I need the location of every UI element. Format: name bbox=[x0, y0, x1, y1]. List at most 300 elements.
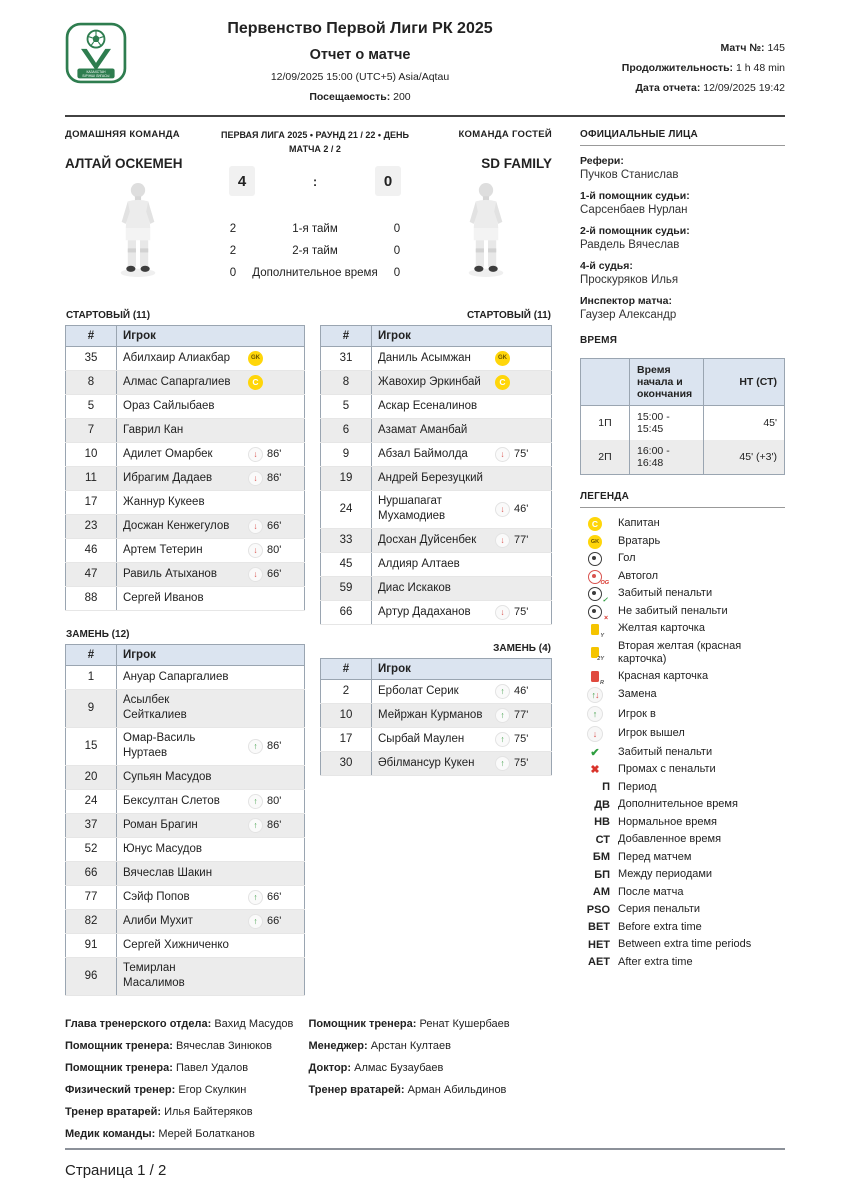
home-starting-title: СТАРТОВЫЙ (11) bbox=[66, 309, 151, 321]
staff-role: Физический тренер: bbox=[65, 1083, 176, 1096]
player-row bbox=[321, 679, 552, 703]
home-team-name: АЛТАЙ ОСКЕМЕН bbox=[65, 156, 183, 171]
home-score: 4 bbox=[229, 166, 255, 196]
player-number: 19 bbox=[321, 466, 372, 490]
away-team-label: КОМАНДА ГОСТЕЙ bbox=[458, 129, 552, 140]
player-role-badge: C bbox=[495, 375, 510, 390]
player-number: 7 bbox=[66, 418, 117, 442]
away-team-block bbox=[420, 129, 552, 288]
player-number: 17 bbox=[66, 490, 117, 514]
player-name: Роман Брагин bbox=[123, 818, 198, 831]
legend-item: БП Между периодами bbox=[594, 868, 713, 881]
player-name: Әбілмансур Кукен bbox=[378, 756, 475, 769]
lineups-section bbox=[65, 310, 552, 996]
penalty-miss-icon: ✖ bbox=[590, 764, 600, 777]
home-starting-table bbox=[65, 325, 305, 611]
legend-item: ✖ Промах с пенальти bbox=[590, 763, 716, 777]
player-number: 66 bbox=[66, 861, 117, 885]
away-lineup-column bbox=[320, 310, 552, 996]
official-role: 2-й помощник судьи: bbox=[580, 225, 690, 237]
event-minute: 80' bbox=[267, 795, 282, 808]
report-subtitle: Отчет о матче bbox=[309, 47, 411, 63]
player-number: 77 bbox=[66, 885, 117, 909]
time-period: 2П bbox=[581, 440, 630, 475]
player-number: 2 bbox=[321, 679, 372, 703]
staff-name: Вахид Масудов bbox=[214, 1017, 294, 1030]
staff-row bbox=[309, 1084, 553, 1096]
home-kit-figure bbox=[65, 181, 210, 284]
player-name: Сэйф Попов bbox=[123, 890, 190, 903]
footer-divider bbox=[65, 1148, 785, 1150]
staff-row bbox=[309, 1018, 553, 1030]
player-role-badge: GK bbox=[495, 351, 510, 366]
player-name: Ораз Сайлыбаев bbox=[123, 399, 215, 412]
player-name: Алмас Сапаргалиев bbox=[123, 375, 231, 388]
staff-row bbox=[309, 1040, 553, 1052]
time-range: 15:00 - 15:45 bbox=[637, 411, 670, 435]
page-number: Страница 1 / 2 bbox=[65, 1162, 167, 1179]
player-number: 59 bbox=[321, 576, 372, 600]
player-name: Темирлан Масалимов bbox=[123, 961, 185, 990]
player-row bbox=[66, 346, 305, 370]
legend-item: ✓ Забитый пенальти bbox=[580, 587, 785, 601]
staff-role: Тренер вратарей: bbox=[308, 1083, 405, 1096]
match-duration: Продолжительность: 1 h 48 min bbox=[621, 62, 785, 74]
player-row bbox=[66, 665, 305, 689]
home-team-label: ДОМАШНЯЯ КОМАНДА bbox=[65, 129, 180, 140]
substitution-icon: ↑↓ bbox=[587, 687, 603, 703]
legend-item: BET Before extra time bbox=[588, 920, 702, 934]
staff-role: Помощник тренера: bbox=[308, 1017, 417, 1030]
legend-item: HET Between extra time periods bbox=[588, 938, 752, 951]
player-name: Сергей Хижниченко bbox=[123, 938, 229, 951]
player-name: Бексултан Слетов bbox=[123, 794, 220, 807]
staff-name: Павел Удалов bbox=[176, 1061, 249, 1074]
legend-item: ✔ Забитый пенальти bbox=[590, 745, 713, 759]
player-name: Сергей Иванов bbox=[123, 591, 204, 604]
player-number: 10 bbox=[321, 703, 372, 727]
staff-role: Медик команды: bbox=[65, 1127, 156, 1140]
away-score: 0 bbox=[375, 166, 401, 196]
competition-line: ПЕРВАЯ ЛИГА 2025 • РАУНД 21 / 22 • ДЕНЬ МАТЧА 2 / 2 bbox=[221, 130, 409, 154]
player-out-icon: ↓ bbox=[587, 726, 603, 742]
penalty-not-scored-icon bbox=[588, 605, 602, 619]
player-number: 1 bbox=[66, 665, 117, 689]
player-name: Жавохир Эркинбай bbox=[378, 375, 481, 388]
player-row bbox=[321, 418, 552, 442]
time-title: ВРЕМЯ bbox=[580, 335, 618, 346]
player-name: Адилет Омарбек bbox=[123, 447, 213, 460]
player-name: Ануар Сапаргалиев bbox=[123, 670, 229, 683]
legend-item: PSO Серия пенальти bbox=[586, 903, 701, 916]
home-subs-table: # Игрок 1 Ануар Сапаргалиев 9 Асылбек Сейткалиев 15 Омар-Василь Нуртаев ↑ 86' 20 Супьян Масудов 24 Бексултан Слетов ↑ 80' 37 Роман Брагин ↑ 86' 52 Юнус Масудов 66 Вячеслав Шакин 77 Сэйф Попов ↑ 66' 82 Алиби Мухит ↑ 66' 91 Сергей Хижниченко 96 Темирлан Масалимов bbox=[65, 644, 305, 996]
player-row bbox=[321, 751, 552, 775]
period-label: 2-я тайм bbox=[292, 244, 338, 257]
staff-name: Вячеслав Зинюков bbox=[176, 1039, 272, 1052]
player-number: 17 bbox=[321, 727, 372, 751]
report-title: Первенство Первой Лиги РК 2025 bbox=[227, 20, 493, 37]
player-row bbox=[66, 909, 305, 933]
player-name: Равиль Атыханов bbox=[123, 567, 217, 580]
event-minute: 66' bbox=[267, 915, 282, 928]
player-name: Артем Тетерин bbox=[123, 543, 203, 556]
player-number: 8 bbox=[321, 370, 372, 394]
right-rail bbox=[580, 129, 785, 1150]
time-range: 16:00 - 16:48 bbox=[630, 440, 704, 475]
captain-icon: C bbox=[588, 517, 602, 531]
official-entry bbox=[580, 155, 785, 181]
player-event-icon bbox=[248, 818, 263, 833]
legend-item: 2Y Вторая желтая (красная карточка) bbox=[580, 640, 785, 666]
time-row bbox=[581, 440, 785, 475]
league-logo-icon bbox=[65, 22, 127, 84]
player-event-icon bbox=[495, 447, 510, 462]
player-row bbox=[321, 394, 552, 418]
time-ht-header: НТ (СТ) bbox=[704, 359, 785, 406]
legend-item: ↑ Игрок в bbox=[580, 706, 785, 722]
player-name: Мейржан Курманов bbox=[378, 708, 483, 721]
staff-name: Алмас Бузаубаев bbox=[354, 1061, 444, 1074]
player-name: Досжан Кенжегулов bbox=[123, 519, 230, 532]
score-separator: : bbox=[312, 173, 318, 189]
goalkeeper-icon: GK bbox=[588, 535, 602, 549]
period-score-row bbox=[222, 244, 408, 259]
player-row bbox=[321, 466, 552, 490]
penalty-converted-icon: ✔ bbox=[590, 746, 600, 759]
staff-row bbox=[65, 1106, 309, 1118]
event-minute: 75' bbox=[514, 757, 529, 770]
officials-list bbox=[580, 155, 785, 321]
time-times-header: Время начала и окончания bbox=[630, 359, 704, 406]
player-row bbox=[66, 765, 305, 789]
legend-item: П Период bbox=[602, 780, 657, 794]
player-number: 24 bbox=[66, 789, 117, 813]
player-row bbox=[66, 586, 305, 610]
official-name: Сарсенбаев Нурлан bbox=[580, 204, 688, 216]
event-minute: 86' bbox=[267, 472, 282, 485]
player-row bbox=[321, 600, 552, 624]
kit-mannequin-icon bbox=[106, 181, 170, 279]
player-number: 35 bbox=[66, 346, 117, 370]
red-card-icon: R bbox=[588, 669, 602, 683]
player-name: Досхан Дуйсенбек bbox=[378, 533, 477, 546]
player-row bbox=[321, 528, 552, 552]
player-number: 5 bbox=[321, 394, 372, 418]
player-row bbox=[321, 727, 552, 751]
event-minute: 86' bbox=[267, 819, 282, 832]
legend-item: OG Автогол bbox=[580, 570, 785, 584]
official-entry bbox=[580, 225, 785, 251]
time-row bbox=[581, 406, 785, 441]
player-number: 20 bbox=[66, 765, 117, 789]
player-row bbox=[66, 514, 305, 538]
legend-item: R Красная карточка bbox=[580, 669, 785, 683]
staff-role: Помощник тренера: bbox=[65, 1061, 173, 1074]
event-minute: 66' bbox=[267, 891, 282, 904]
official-name: Пучков Станислав bbox=[580, 169, 679, 181]
penalty-scored-icon bbox=[588, 587, 602, 601]
staff-row bbox=[65, 1018, 309, 1030]
player-number: 88 bbox=[66, 586, 117, 610]
kit-mannequin-icon bbox=[454, 181, 518, 279]
legend-item: × Не забитый пенальти bbox=[580, 605, 785, 619]
player-number: 33 bbox=[321, 528, 372, 552]
player-name: Вячеслав Шакин bbox=[123, 866, 213, 879]
player-row bbox=[66, 490, 305, 514]
legend-item: АМ После матча bbox=[592, 885, 684, 899]
player-number: 31 bbox=[321, 346, 372, 370]
player-name: Супьян Масудов bbox=[123, 770, 212, 783]
away-starting-table: # Игрок 31 Даниль Асымжан GK 8 Жавохир Эркинбай C 5 Аскар Есеналинов 6 Азамат Аманбай 9 Абзал Баймолда ↓ 75' 19 Андрей Березуцкий 24 Нуршапагат Мухамодиев ↓ 46' 33 Досхан Дуйсенбек ↓ 77' 45 Алдияр Алтаев 59 Диас Искаков 66 Артур Дадаханов ↓ 75' bbox=[320, 325, 552, 625]
player-number: 47 bbox=[66, 562, 117, 586]
staff-row bbox=[65, 1084, 309, 1096]
event-minute: 46' bbox=[514, 685, 529, 698]
legend-item: СТ Добавленное время bbox=[595, 833, 722, 846]
away-subs-table: # Игрок 2 Ерболат Серик ↑ 46' 10 Мейржан Курманов ↑ 77' 17 Сырбай Маулен ↑ 75' 30 Әбілмансур Кукен ↑ 75' bbox=[320, 658, 552, 776]
period-label: 1-я тайм bbox=[292, 223, 338, 235]
legend-item: ↑↓ Замена bbox=[580, 687, 785, 703]
player-row bbox=[66, 394, 305, 418]
attendance-label: Посещаемость: bbox=[309, 91, 391, 103]
player-row bbox=[321, 552, 552, 576]
player-number: 10 bbox=[66, 442, 117, 466]
player-event-icon bbox=[248, 567, 263, 582]
player-event-icon bbox=[248, 890, 263, 905]
staff-role: Тренер вратарей: bbox=[65, 1105, 162, 1118]
period-home-score: 2 bbox=[229, 245, 237, 258]
match-summary bbox=[65, 129, 552, 288]
official-role: Рефери: bbox=[580, 155, 624, 167]
event-minute: 66' bbox=[267, 568, 282, 581]
away-staff-column bbox=[309, 1018, 553, 1150]
period-score-row bbox=[222, 222, 408, 237]
legend-item: НВ Нормальное время bbox=[594, 815, 717, 829]
player-name: Ибрагим Дадаев bbox=[123, 471, 213, 484]
player-event-icon bbox=[495, 502, 510, 517]
player-number: 11 bbox=[66, 466, 117, 490]
period-away-score: 0 bbox=[393, 267, 401, 280]
legend-item: C Капитан bbox=[580, 517, 785, 531]
final-score bbox=[229, 166, 401, 196]
legend-section bbox=[580, 491, 785, 969]
player-event-icon bbox=[495, 756, 510, 771]
official-entry bbox=[580, 190, 785, 216]
player-number: 96 bbox=[66, 957, 117, 995]
time-ht: 45' bbox=[704, 406, 785, 441]
player-role-badge: GK bbox=[248, 351, 263, 366]
player-name: Азамат Аманбай bbox=[378, 423, 468, 436]
event-minute: 75' bbox=[514, 606, 529, 619]
player-row bbox=[321, 346, 552, 370]
player-row bbox=[66, 538, 305, 562]
player-name: Алдияр Алтаев bbox=[378, 557, 460, 570]
period-away-score: 0 bbox=[393, 223, 401, 236]
player-name: Жаннур Кукеев bbox=[123, 495, 205, 508]
period-scores bbox=[222, 222, 408, 281]
player-number: 52 bbox=[66, 837, 117, 861]
player-name: Абилхаир Алиакбар bbox=[123, 351, 231, 364]
staff-row bbox=[65, 1062, 309, 1074]
logo-text-line1: КАЗАХСТАН bbox=[86, 69, 106, 74]
left-column bbox=[65, 129, 552, 1150]
second-yellow-card-icon: 2Y bbox=[588, 646, 602, 660]
legend-title: ЛЕГЕНДА bbox=[580, 491, 785, 508]
player-number: 15 bbox=[66, 727, 117, 765]
player-number: 9 bbox=[321, 442, 372, 466]
staff-row bbox=[65, 1128, 309, 1140]
player-event-icon bbox=[248, 519, 263, 534]
legend-item: GK Вратарь bbox=[580, 535, 785, 549]
league-logo bbox=[65, 16, 135, 89]
player-row bbox=[66, 370, 305, 394]
player-name: Юнус Масудов bbox=[123, 842, 202, 855]
event-minute: 86' bbox=[267, 740, 282, 753]
time-table bbox=[580, 358, 785, 475]
player-name: Ерболат Серик bbox=[378, 684, 459, 697]
player-number: 8 bbox=[66, 370, 117, 394]
away-kit-figure bbox=[420, 181, 552, 284]
staff-role: Помощник тренера: bbox=[65, 1039, 173, 1052]
player-number: 9 bbox=[66, 689, 117, 727]
staff-name: Ренат Кушербаев bbox=[419, 1017, 510, 1030]
column-header-number: # bbox=[66, 325, 117, 346]
player-event-icon bbox=[248, 794, 263, 809]
player-number: 24 bbox=[321, 490, 372, 528]
player-event-icon bbox=[248, 543, 263, 558]
player-number: 37 bbox=[66, 813, 117, 837]
period-label: Дополнительное время bbox=[252, 266, 378, 279]
time-section bbox=[580, 335, 785, 475]
staff-name: Мерей Болатканов bbox=[158, 1127, 255, 1140]
match-datetime: 12/09/2025 15:00 (UTC+5) Asia/Aqtau bbox=[270, 71, 450, 83]
player-name: Артур Дадаханов bbox=[378, 605, 471, 618]
report-header bbox=[65, 16, 785, 103]
legend-item: AET After extra time bbox=[588, 955, 693, 969]
event-minute: 75' bbox=[514, 733, 529, 746]
report-date: Дата отчета: 12/09/2025 19:42 bbox=[635, 82, 785, 94]
period-score-row bbox=[222, 266, 408, 281]
official-entry bbox=[580, 295, 785, 321]
event-minute: 66' bbox=[267, 520, 282, 533]
player-row bbox=[66, 562, 305, 586]
player-row bbox=[66, 813, 305, 837]
player-number: 82 bbox=[66, 909, 117, 933]
player-event-icon bbox=[495, 533, 510, 548]
event-minute: 80' bbox=[267, 544, 282, 557]
time-ht: 45' (+3') bbox=[704, 440, 785, 475]
player-row bbox=[66, 837, 305, 861]
staff-row bbox=[65, 1040, 309, 1052]
legend-item: БМ Перед матчем bbox=[592, 850, 692, 864]
staff-section bbox=[65, 1018, 552, 1150]
header-meta bbox=[585, 16, 785, 102]
official-role: 4-й судья: bbox=[580, 260, 633, 272]
yellow-card-icon: Y bbox=[588, 622, 602, 636]
page-footer bbox=[65, 1148, 785, 1179]
official-name: Проскуряков Илья bbox=[580, 274, 679, 286]
staff-role: Доктор: bbox=[308, 1061, 352, 1074]
staff-name: Арман Абильдинов bbox=[407, 1083, 507, 1096]
away-team-name: SD FAMILY bbox=[481, 156, 552, 171]
player-event-icon bbox=[495, 732, 510, 747]
column-header-player: Игрок bbox=[117, 325, 305, 346]
header-center bbox=[135, 16, 585, 103]
staff-role: Менеджер: bbox=[308, 1039, 368, 1052]
official-entry bbox=[580, 260, 785, 286]
player-number: 5 bbox=[66, 394, 117, 418]
player-row bbox=[66, 933, 305, 957]
player-row bbox=[66, 861, 305, 885]
player-row bbox=[321, 442, 552, 466]
player-name: Нуршапагат Мухамодиев bbox=[378, 494, 446, 523]
player-row bbox=[66, 466, 305, 490]
player-number: 45 bbox=[321, 552, 372, 576]
player-number: 66 bbox=[321, 600, 372, 624]
player-number: 46 bbox=[66, 538, 117, 562]
player-row bbox=[66, 885, 305, 909]
player-event-icon bbox=[248, 914, 263, 929]
player-row bbox=[66, 418, 305, 442]
logo-text-line2: БІРІНШІ ЛИГАСЫ bbox=[82, 73, 110, 78]
player-event-icon bbox=[495, 605, 510, 620]
player-role-badge: C bbox=[248, 375, 263, 390]
player-number: 30 bbox=[321, 751, 372, 775]
player-name: Омар-Василь Нуртаев bbox=[123, 731, 196, 760]
home-staff-column bbox=[65, 1018, 309, 1150]
score-block bbox=[210, 129, 420, 288]
player-row bbox=[321, 576, 552, 600]
home-lineup-column bbox=[65, 310, 305, 996]
player-name: Асылбек Сейткалиев bbox=[123, 693, 187, 722]
player-event-icon bbox=[495, 684, 510, 699]
player-name: Алиби Мухит bbox=[123, 914, 193, 927]
player-row bbox=[66, 689, 305, 727]
officials-title: ОФИЦИАЛЬНЫЕ ЛИЦА bbox=[580, 129, 785, 146]
player-event-icon bbox=[495, 708, 510, 723]
player-event-icon bbox=[248, 471, 263, 486]
official-name: Равдель Вячеслав bbox=[580, 239, 680, 251]
staff-role: Глава тренерского отдела: bbox=[65, 1017, 212, 1030]
event-minute: 46' bbox=[514, 503, 529, 516]
player-name: Даниль Асымжан bbox=[378, 351, 471, 364]
official-name: Гаузер Александр bbox=[580, 309, 677, 321]
event-minute: 77' bbox=[514, 534, 529, 547]
legend-item: Гол bbox=[580, 552, 785, 566]
period-home-score: 0 bbox=[229, 267, 237, 280]
period-home-score: 2 bbox=[229, 223, 237, 236]
player-in-icon: ↑ bbox=[587, 706, 603, 722]
period-away-score: 0 bbox=[393, 245, 401, 258]
official-role: 1-й помощник судьи: bbox=[580, 190, 690, 202]
home-team-block bbox=[65, 129, 210, 288]
time-period-header bbox=[581, 359, 630, 406]
header-divider bbox=[65, 115, 785, 117]
player-name: Диас Искаков bbox=[378, 581, 451, 594]
attendance-value: 200 bbox=[393, 91, 411, 103]
staff-name: Илья Байтеряков bbox=[164, 1105, 253, 1118]
home-subs-title: ЗАМЕНЬ (12) bbox=[66, 628, 130, 640]
main-content bbox=[65, 129, 785, 1150]
official-role: Инспектор матча: bbox=[580, 295, 672, 307]
player-row bbox=[66, 789, 305, 813]
event-minute: 86' bbox=[267, 448, 282, 461]
legend-item: Y Желтая карточка bbox=[580, 622, 785, 636]
staff-row bbox=[309, 1062, 553, 1074]
player-row bbox=[66, 442, 305, 466]
player-row bbox=[321, 370, 552, 394]
staff-name: Арстан Култаев bbox=[370, 1039, 451, 1052]
player-name: Аскар Есеналинов bbox=[378, 399, 478, 412]
